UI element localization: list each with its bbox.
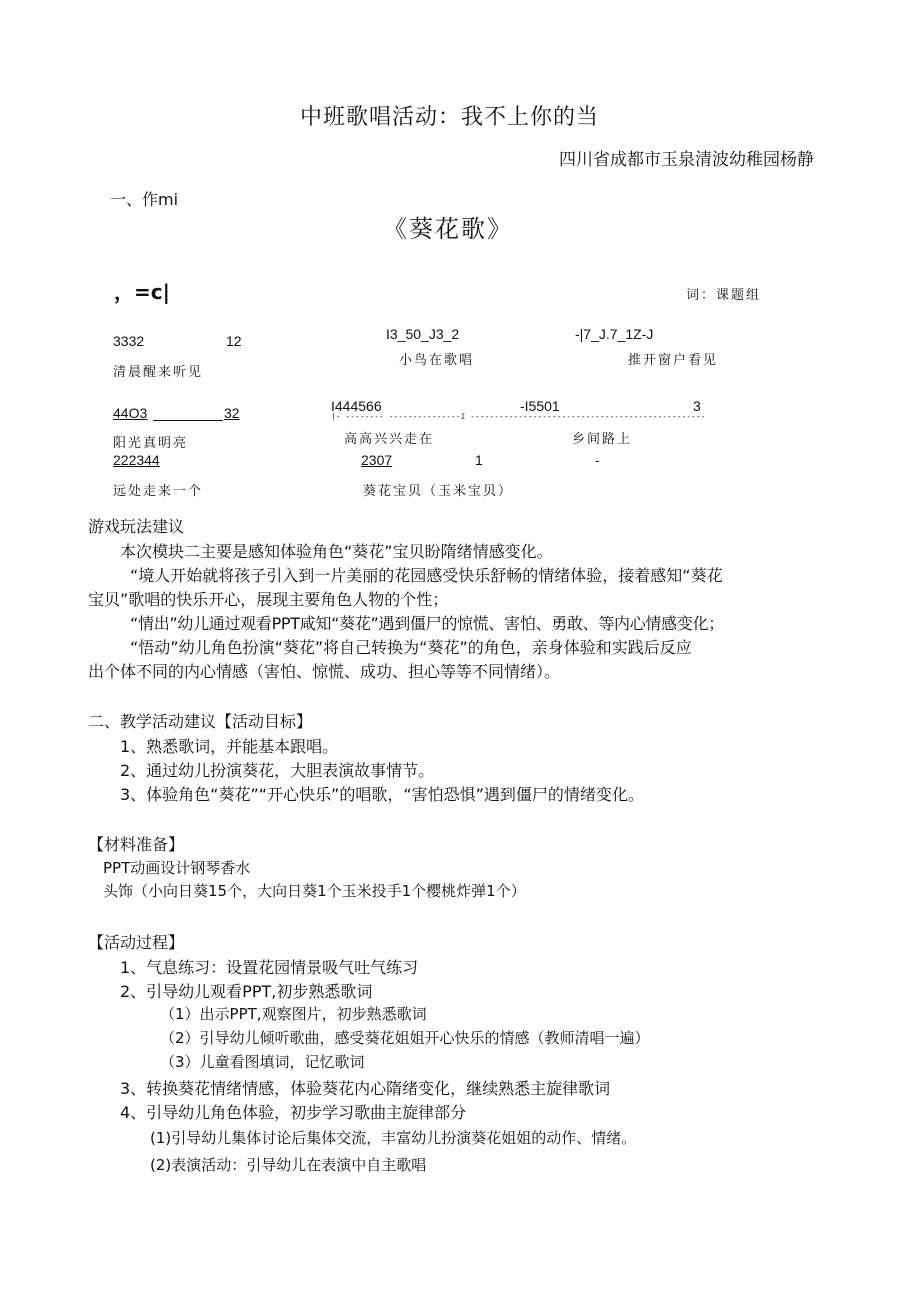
game-paragraph-1: 本次模块二主要是感知体验角色“葵花”宝贝盼隋绪情感变化。 (120, 542, 553, 561)
game-paragraph-4b: 出个体不同的内心情感（害怕、惊慌、成功、担心等等不同情绪）。 (88, 662, 561, 681)
process-step-1: 1、气息练习：设置花园情景吸气吐气练习 (120, 958, 419, 977)
goals-heading: 二、教学活动建议【活动目标】 (88, 712, 313, 731)
process-step-4: 4、引导幼儿角色体验，初步学习歌曲主旋律部分 (120, 1103, 467, 1122)
goal-item-2: 2、通过幼儿扮演葵花，大胆表演故事情节。 (120, 761, 435, 780)
document-title: 中班歌唱活动：我不上你的当 (300, 105, 600, 130)
materials-line-1: PPT动画设计钢琴香水 (103, 859, 251, 877)
game-paragraph-4a: “悟动”幼儿角色扮演“葵花”将自己转换为“葵花”的角色，亲身体验和实践后反应 (130, 638, 692, 657)
process-step-2-2: （2）引导幼儿倾听歌曲，感受葵花姐姐开心快乐的情感（教师清唱一遍） (160, 1029, 650, 1047)
notation-1: 3332 (113, 333, 145, 349)
process-step-3: 3、转换葵花情绪情感，体验葵花内心隋绪变化，继续熟悉主旋律歌词 (120, 1079, 611, 1098)
lyric-2: 小鸟在歌唱 (399, 353, 475, 368)
underline-rule (153, 405, 223, 421)
notation-10: 222344 (113, 452, 160, 468)
materials-line-2: 头饰（小向日葵15个，大向日葵1个玉米投手1个樱桃炸弹1个） (103, 882, 526, 900)
notation-5: 44O3 (113, 405, 148, 421)
lyric-7: 远处走来一个 (113, 484, 204, 499)
lyric-5: 高高兴兴走在 (344, 432, 435, 447)
notation-2: 12 (226, 333, 242, 349)
notation-13: - (595, 452, 600, 468)
notation-3: I3_50_J3_2 (386, 326, 460, 342)
lyric-4: 阳光真明亮 (113, 436, 189, 451)
lyricist-credit: 词：课题组 (686, 288, 762, 303)
process-step-2: 2、引导幼儿观看PPT,初步熟悉歌词 (120, 982, 373, 1001)
goal-item-1: 1、熟悉歌词，并能基本跟唱。 (120, 737, 339, 756)
lyric-6: 乡间路上 (572, 432, 633, 447)
dash-rule: |- -------- ---------------I ------------------------------------------------- (331, 413, 706, 422)
song-title: 《葵花歌》 (383, 215, 513, 243)
author-line: 四川省成都市玉泉清波幼稚园杨静 (559, 150, 814, 170)
notation-7: I444566 (331, 398, 382, 414)
notation-8: -I5501 (520, 398, 560, 414)
process-step-4-1: (1)引导幼儿集体讨论后集体交流，丰富幼儿扮演葵花姐姐的动作、情绪。 (150, 1129, 637, 1147)
goal-item-3: 3、体验角色“葵花”“开心快乐”的唱歌，“害怕恐惧”遇到僵尸的情绪变化。 (120, 785, 644, 804)
game-paragraph-2a: “境人开始就将孩子引入到一片美丽的花园感受快乐舒畅的情绪体验，接着感知“葵花 (130, 566, 723, 585)
process-step-2-3: （3）儿童看图填词，记忆歌词 (160, 1053, 365, 1071)
section-heading-1: 一、作mi (110, 190, 179, 209)
notation-12: 1 (475, 452, 483, 468)
process-step-2-1: （1）出示PPT,观察图片，初步熟悉歌词 (160, 1005, 427, 1023)
notation-9: 3 (693, 398, 701, 414)
lyric-3: 推开窗户看见 (628, 353, 719, 368)
lyric-1: 清晨醒来听见 (113, 365, 204, 380)
materials-heading: 【材料准备】 (88, 835, 185, 854)
notation-6: 32 (224, 405, 240, 421)
process-heading: 【活动过程】 (88, 933, 185, 952)
process-step-4-2: (2)表演活动：引导幼儿在表演中自主歌唱 (150, 1156, 427, 1174)
key-signature: ，=c| (114, 280, 170, 304)
game-heading: 游戏玩法建议 (88, 517, 185, 536)
notation-11: 2307 (361, 452, 393, 468)
lyric-8: 葵花宝贝（玉米宝贝） (363, 484, 514, 499)
notation-4: -|7_J.7_1Z-J (575, 326, 654, 342)
game-paragraph-2b: 宝贝”歌唱的快乐开心，展现主要角色人物的个性； (88, 590, 449, 609)
game-paragraph-3: “情出”幼儿通过观看PPT咸知“葵花”遇到僵尸的惊慌、害怕、勇敢、等内心情感变化； (130, 614, 724, 633)
